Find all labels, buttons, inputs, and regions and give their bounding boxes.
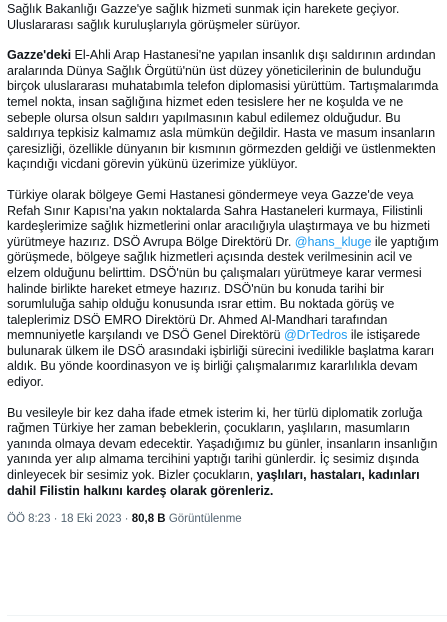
paragraph-1 bbox=[7, 48, 443, 173]
paragraph-3-bold-tail: yaşlıları, hastaları, kadınları dahil Filistin halkını kardeş olarak görenleriz. bbox=[7, 468, 420, 498]
paragraph-1-text: El-Ahli Arap Hastanesi'ne yapılan insanlık dışı saldırının ardından aralarında Dünya Sağlık Örgütü'nün üst düzey yöneticilerinin de bulunduğu birçok uluslararası muhatabımla telefon diplomasisi yürüttüm. Tartışmalarımda temel nokta, insan sağlığına hizmet eden tesislere her ne koşulda ve ne sebeple olursa olsun saldırı yapılmasının kabul edilemez olduğudur. Bu saldırıya tepkisiz kalmamız asla mümkün değildir. Hasta ve masum insanların çaresizliği, özellikle dünyanın bir kısmının görmezden geldiği ve üstlenmekten kaçındığı vicdani görevin yükünü üzerimize yüklüyor. bbox=[7, 48, 439, 172]
tweet-meta bbox=[7, 512, 443, 526]
header-line-2: Uluslararası sağlık kuruluşlarıyla görüşmeler sürüyor. bbox=[7, 17, 301, 32]
meta-separator-2: · bbox=[124, 513, 129, 526]
paragraph-3-text: Bu vesileyle bir kez daha ifade etmek isterim ki, her türlü diplomatik zorluğa rağmen Türkiye her zaman bebeklerin, çocukların, yaşlıların, masumların yanında olmaya devam edecektir. Yaşadığımız bu günler, insanların insanlığın yanında yer alıp almama tercihini yaptığı tarihi günlerdir. İç sesimiz dışında dinleyecek bir sesimiz yok. Bizler çocukların, bbox=[7, 405, 438, 483]
tweet-header bbox=[7, 2, 443, 33]
divider bbox=[7, 615, 447, 616]
views-label: Görüntülenme bbox=[168, 513, 242, 526]
paragraph-2 bbox=[7, 188, 443, 391]
paragraph-2-part-2: ile yaptığım görüşmede, bölgeye sağlık hizmetleri açısında destek verilmesinin acil ve elzem olduğunu belirttim. DSÖ'nün bu çalışmaları yürütmeye karar vermesi halinde birlikte hareket etmeye hazırız. DSÖ'nün bu konuda tarihi bir sorumluluğa sahip olduğu konusunda ısrar ettim. Bu noktada görüş ve taleplerimiz DSÖ EMRO Direktörü Dr. Ahmed Al-Mandhari tarafından memnuniyetle karşılandı ve DSÖ Genel Direktörü bbox=[7, 234, 439, 343]
mention-hans-kluge[interactable]: @hans_kluge bbox=[294, 234, 372, 249]
tweet-text bbox=[7, 2, 443, 499]
paragraph-3 bbox=[7, 406, 443, 500]
tweet-date[interactable]: 18 Eki 2023 bbox=[60, 513, 122, 526]
paragraph-2-part-3: ile istişarede bulunarak ülkem ile DSÖ arasındaki işbirliği sürecini ivedilikle başlatma kararı aldık. Bu yönde koordinasyon ve iş birliği çalışmalarımız kararlılıkla devam ediyor. bbox=[7, 328, 435, 390]
mention-drtedros[interactable]: @DrTedros bbox=[283, 328, 348, 343]
tweet bbox=[7, 2, 443, 526]
bold-lead: Gazze'deki bbox=[7, 48, 72, 63]
tweet-time[interactable]: ÖÖ 8:23 bbox=[7, 513, 51, 526]
paragraph-2-part-1: Türkiye olarak bölgeye Gemi Hastanesi göndermeye veya Gazze'de veya Refah Sınır Kapısı'na yakın noktalarda Sahra Hastaneleri kurmaya, Filistinli kardeşlerimize sağlık hizmetlerini onlar aracılığıyla ulaştırmaya ve bu hizmeti yürütmeye hazırız. DSÖ Avrupa Bölge Direktörü Dr. bbox=[7, 187, 431, 249]
header-line-1: Sağlık Bakanlığı Gazze'ye sağlık hizmeti sunmak için harekete geçiyor. bbox=[7, 2, 400, 16]
meta-separator: · bbox=[53, 513, 58, 526]
views-count: 80,8 B bbox=[131, 513, 166, 526]
